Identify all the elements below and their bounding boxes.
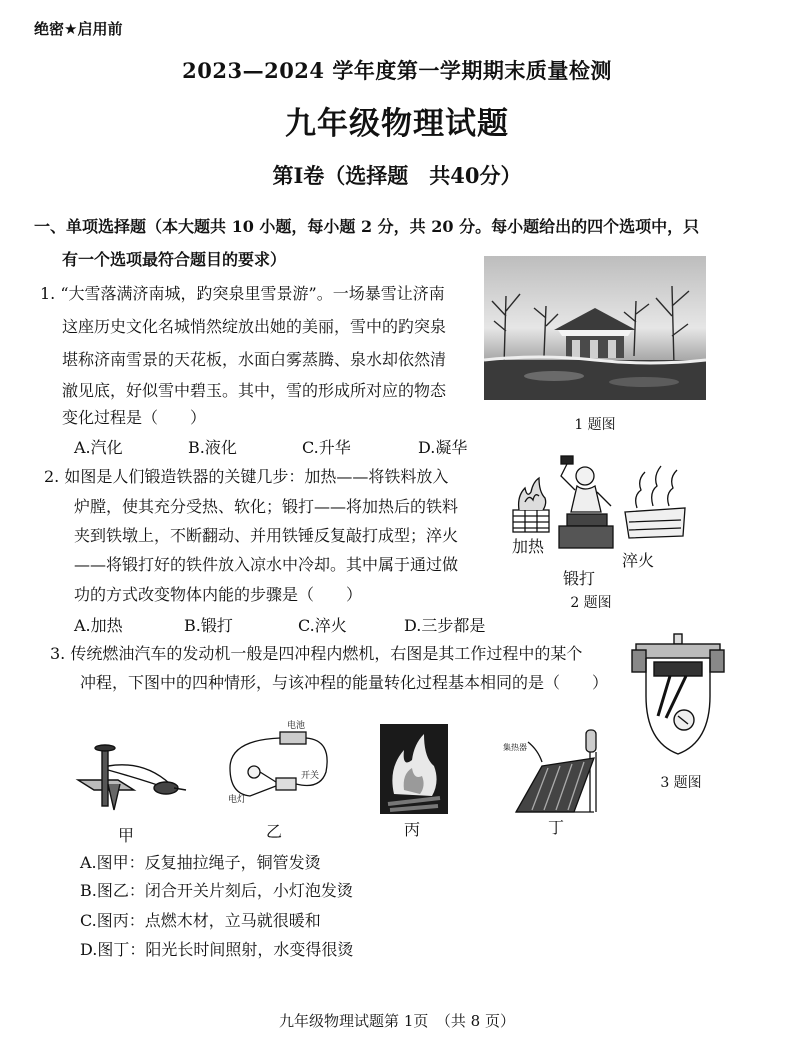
- q1-figure-caption: 1 题图: [574, 417, 616, 433]
- q3-label-battery: 电池: [287, 721, 306, 731]
- q3-line: 3. 传统燃油汽车的发动机一般是四冲程内燃机，右图是其工作过程中的某个: [50, 644, 583, 663]
- confidential-stamp: 绝密★启用前: [34, 20, 123, 38]
- q3-image-label-ding: 丁: [548, 818, 565, 837]
- q1-line: 堪称济南雪景的天花板，水面白雾蒸腾、泉水却依然清: [62, 350, 447, 369]
- q3-line: 冲程，下图中的四种情形，与该冲程的能量转化过程基本相同的是（ ）: [80, 673, 609, 692]
- q2-option-a: A.加热: [74, 616, 123, 635]
- q3-figure-engine: [630, 632, 726, 762]
- q2-option-d: D.三步都是: [404, 616, 486, 635]
- q1-line: 澈见底，好似雪中碧玉。其中，雪的形成所对应的物态: [62, 381, 447, 400]
- q2-line: 2. 如图是人们锻造铁器的关键几步：加热——将铁料放入: [44, 467, 449, 486]
- section-heading-line1: 一、单项选择题（本大题共 10 小题，每小题 2 分，共 20 分。每小题给出的四个选项中，只: [34, 217, 700, 236]
- q3-option-a: A.图甲：反复抽拉绳子，铜管发烫: [80, 853, 321, 872]
- q2-option-c: C.淬火: [298, 616, 347, 635]
- q2-label-forging: 锻打: [563, 569, 596, 588]
- q3-option-d: D.图丁：阳光长时间照射，水变得很烫: [80, 940, 354, 959]
- q2-figure-forging: [505, 452, 695, 582]
- q2-label-heating: 加热: [512, 537, 545, 556]
- exam-title: 2023—2024 学年度第一学期期末质量检测: [182, 58, 612, 83]
- q3-label-lamp: 电灯: [228, 795, 247, 805]
- q1-line: 变化过程是（ ）: [62, 408, 207, 427]
- q2-figure-caption: 2 题图: [570, 595, 612, 611]
- q2-line: 炉膛，使其充分受热、软化；锻打——将加热后的铁料: [74, 497, 459, 516]
- q1-option-c: C.升华: [302, 438, 351, 457]
- q2-option-b: B.锻打: [184, 616, 233, 635]
- q1-line: 1. “大雪落满济南城，趵突泉里雪景游”。一场暴雪让济南: [40, 284, 445, 303]
- q3-image-ding: [498, 728, 610, 820]
- q2-line: 功的方式改变物体内能的步骤是（ ）: [74, 585, 363, 604]
- q2-label-quenching: 淬火: [622, 551, 655, 570]
- q3-label-switch: 开关: [301, 771, 320, 781]
- q1-figure-photo: [484, 256, 706, 400]
- q2-line: 夹到铁墩上，不断翻动、并用铁锤反复敲打成型；淬火: [74, 526, 459, 545]
- q1-option-a: A.汽化: [74, 438, 123, 457]
- page-footer: 九年级物理试题第 1页 （共 8 页）: [279, 1012, 515, 1030]
- q3-image-jia: [74, 740, 214, 820]
- q3-image-label-jia: 甲: [118, 826, 135, 845]
- q2-line: ——将锻打好的铁件放入凉水中冷却。其中属于通过做: [74, 555, 459, 574]
- q3-image-label-yi: 乙: [266, 822, 283, 841]
- part-heading: 第Ⅰ卷（选择题 共40分）: [272, 163, 522, 188]
- q3-option-c: C.图丙：点燃木材，立马就很暖和: [80, 911, 321, 930]
- q1-option-b: B.液化: [188, 438, 237, 457]
- q3-image-bing: [380, 724, 448, 814]
- q3-label-heater: 集热器: [503, 743, 527, 752]
- q1-option-d: D.凝华: [418, 438, 468, 457]
- section-heading-line2: 有一个选项最符合题目的要求）: [62, 250, 287, 269]
- q3-option-b: B.图乙：闭合开关片刻后，小灯泡发烫: [80, 881, 353, 900]
- q1-line: 这座历史文化名城悄然绽放出她的美丽，雪中的趵突泉: [62, 317, 447, 336]
- q3-figure-caption: 3 题图: [660, 775, 702, 791]
- q3-image-label-bing: 丙: [404, 820, 421, 839]
- subject-title: 九年级物理试题: [285, 106, 509, 142]
